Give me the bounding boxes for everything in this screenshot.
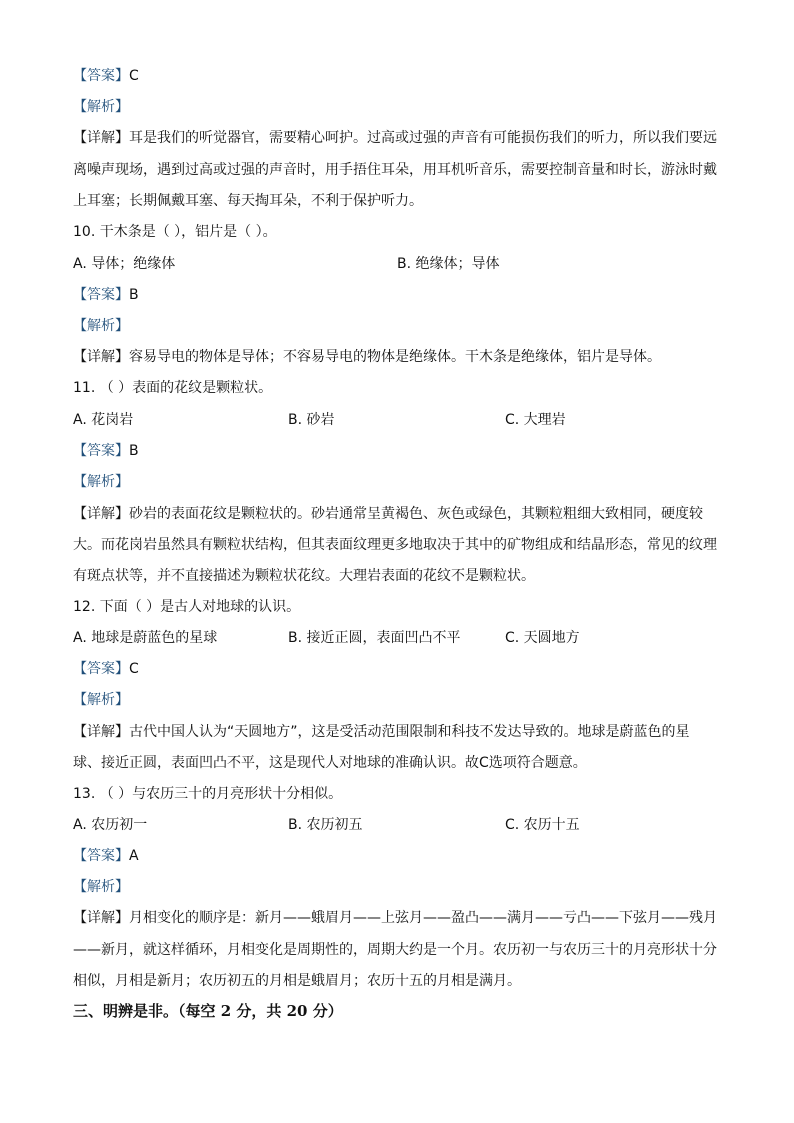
detail-label: 【详解】 bbox=[73, 724, 129, 740]
question-text: 12. 下面（ ）是古人对地球的认识。 bbox=[73, 599, 301, 615]
option-a: A. 地球是蔚蓝色的星球 bbox=[73, 630, 218, 646]
question-text: 10. 干木条是（ ），铝片是（ ）。 bbox=[73, 224, 277, 240]
answer-value: B bbox=[129, 287, 139, 303]
answer-label: 【答案】 bbox=[73, 661, 129, 677]
detail-line bbox=[73, 753, 587, 773]
detail-text: 容易导电的物体是导体；不容易导电的物体是绝缘体。干木条是绝缘体，铝片是导体。 bbox=[129, 349, 661, 365]
option-a: A. 花岗岩 bbox=[73, 412, 134, 428]
answer-row bbox=[73, 846, 139, 866]
option-a: A. 农历初一 bbox=[73, 817, 148, 833]
section-heading bbox=[73, 1001, 343, 1021]
detail-line bbox=[73, 908, 717, 928]
answer-label: 【答案】 bbox=[73, 287, 129, 303]
analysis-label: 【解析】 bbox=[73, 318, 129, 334]
analysis-label-row bbox=[73, 316, 129, 336]
detail-line bbox=[73, 191, 423, 211]
detail-text: 离噪声现场，遇到过高或过强的声音时，用手捂住耳朵，用耳机听音乐，需要控制音量和时长，游泳时戴 bbox=[73, 162, 717, 178]
detail-line bbox=[73, 566, 535, 586]
answer-label: 【答案】 bbox=[73, 848, 129, 864]
options-row bbox=[73, 410, 723, 430]
detail-text: 相似，月相是新月；农历初五的月相是蛾眉月；农历十五的月相是满月。 bbox=[73, 973, 521, 989]
option-b: B. 绝缘体；导体 bbox=[397, 256, 500, 272]
detail-line bbox=[73, 160, 717, 180]
question-stem bbox=[73, 222, 277, 242]
answer-label: 【答案】 bbox=[73, 68, 129, 84]
option-c: C. 农历十五 bbox=[505, 817, 580, 833]
detail-line bbox=[73, 971, 521, 991]
section-title: 三、明辨是非。（每空 2 分，共 20 分） bbox=[73, 1002, 343, 1020]
detail-label: 【详解】 bbox=[73, 130, 129, 146]
option-a: A. 导体；绝缘体 bbox=[73, 256, 176, 272]
detail-text: 月相变化的顺序是：新月——蛾眉月——上弦月——盈凸——满月——亏凸——下弦月——残月 bbox=[129, 910, 717, 926]
detail-label: 【详解】 bbox=[73, 506, 129, 522]
question-text: 13. （ ）与农历三十的月亮形状十分相似。 bbox=[73, 786, 343, 802]
question-stem bbox=[73, 378, 272, 398]
analysis-label: 【解析】 bbox=[73, 99, 129, 115]
detail-text: 球、接近正圆，表面凹凸不平，这是现代人对地球的准确认识。故C选项符合题意。 bbox=[73, 755, 587, 771]
detail-line bbox=[73, 722, 690, 742]
answer-row bbox=[73, 66, 139, 86]
options-row bbox=[73, 628, 723, 648]
answer-value: B bbox=[129, 443, 139, 459]
analysis-label: 【解析】 bbox=[73, 879, 129, 895]
answer-value: C bbox=[129, 68, 139, 84]
detail-label: 【详解】 bbox=[73, 349, 129, 365]
analysis-label-row bbox=[73, 97, 129, 117]
question-stem bbox=[73, 597, 300, 617]
analysis-label-row bbox=[73, 877, 129, 897]
detail-text: 耳是我们的听觉器官，需要精心呵护。过高或过强的声音有可能损伤我们的听力，所以我们要远 bbox=[129, 130, 717, 146]
detail-text: 有斑点状等，并不直接描述为颗粒状花纹。大理岩表面的花纹不是颗粒状。 bbox=[73, 568, 535, 584]
detail-line bbox=[73, 940, 717, 960]
answer-label: 【答案】 bbox=[73, 443, 129, 459]
detail-text: 上耳塞；长期佩戴耳塞、每天掏耳朵，不利于保护听力。 bbox=[73, 193, 423, 209]
answer-value: C bbox=[129, 661, 139, 677]
detail-line bbox=[73, 128, 717, 148]
detail-text: 砂岩的表面花纹是颗粒状的。砂岩通常呈黄褐色、灰色或绿色，其颗粒粗细大致相同，硬度较 bbox=[129, 506, 703, 522]
answer-row bbox=[73, 285, 139, 305]
analysis-label: 【解析】 bbox=[73, 692, 129, 708]
question-text: 11. （ ）表面的花纹是颗粒状。 bbox=[73, 380, 273, 396]
option-c: C. 天圆地方 bbox=[505, 630, 580, 646]
answer-row bbox=[73, 659, 139, 679]
answer-value: A bbox=[129, 848, 139, 864]
option-b: B. 接近正圆，表面凹凸不平 bbox=[288, 630, 461, 646]
options-row bbox=[73, 815, 723, 835]
detail-text: 古代中国人认为“天圆地方”，这是受活动范围限制和科技不发达导致的。地球是蔚蓝色的星 bbox=[129, 724, 690, 740]
option-b: B. 农历初五 bbox=[288, 817, 363, 833]
option-c: C. 大理岩 bbox=[505, 412, 566, 428]
analysis-label: 【解析】 bbox=[73, 474, 129, 490]
options-row bbox=[73, 254, 723, 274]
analysis-label-row bbox=[73, 690, 129, 710]
detail-label: 【详解】 bbox=[73, 910, 129, 926]
detail-line bbox=[73, 347, 661, 367]
detail-text: 大。而花岗岩虽然具有颗粒状结构，但其表面纹理更多地取决于其中的矿物组成和结晶形态，常见的纹理 bbox=[73, 537, 717, 553]
detail-line bbox=[73, 535, 717, 555]
detail-line bbox=[73, 504, 703, 524]
option-b: B. 砂岩 bbox=[288, 412, 335, 428]
answer-row bbox=[73, 441, 139, 461]
detail-text: ——新月，就这样循环，月相变化是周期性的，周期大约是一个月。农历初一与农历三十的月亮形状十分 bbox=[73, 942, 717, 958]
analysis-label-row bbox=[73, 472, 129, 492]
question-stem bbox=[73, 784, 342, 804]
